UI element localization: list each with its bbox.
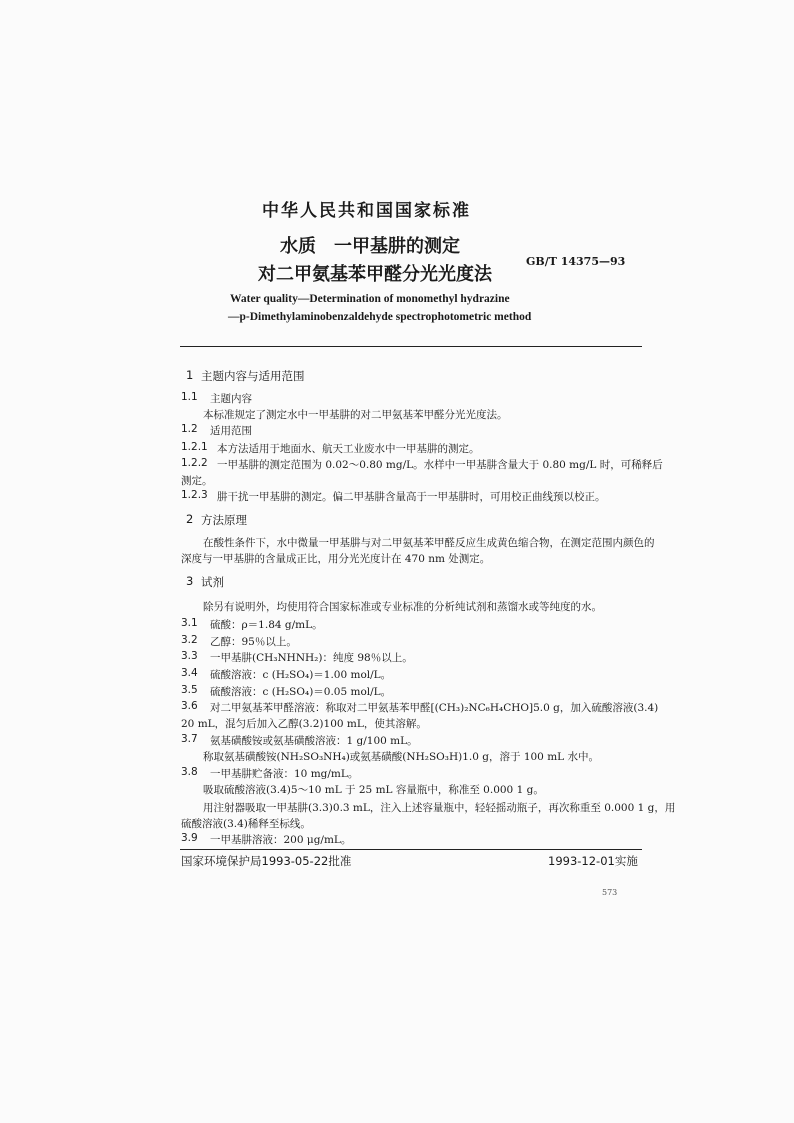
paragraph-line: 本标准规定了测定水中一甲基肼的对二甲氨基苯甲醛分光光度法。 (203, 409, 508, 421)
paragraph-line: 一甲基肼的测定范围为 0.02～0.80 mg/L。水样中一甲基肼含量大于 0.80 mg/L 时，可稀释后 (217, 459, 663, 471)
approval-note: 国家环境保护局1993-05-22批准 (181, 854, 352, 868)
clause-number: 3.8 (181, 766, 198, 778)
clause-number: 3.4 (181, 667, 198, 679)
doc-title-line2: 对二甲氨基苯甲醛分光光度法 (258, 264, 492, 285)
header-divider (180, 346, 642, 347)
clause-number: 1.1 (181, 391, 198, 403)
clause-number: 1.2.3 (181, 489, 208, 501)
paragraph-line: 称取氨基磺酸铵(NH₂SO₃NH₄)或氨基磺酸(NH₂SO₃H)1.0 g，溶于 100 mL 水中。 (203, 751, 599, 763)
paragraph-line: 20 mL，混匀后加入乙醇(3.2)100 mL，使其溶解。 (181, 718, 427, 730)
page-number: 573 (602, 888, 618, 897)
standard-code: GB/T 14375—93 (526, 255, 626, 268)
clause-number: 3.5 (181, 684, 198, 696)
section-number: 2 (186, 512, 194, 526)
clause-heading: 主题内容 (210, 393, 252, 405)
standard-title: 中华人民共和国国家标准 (262, 201, 471, 221)
section-number: 3 (186, 574, 194, 588)
effective-date: 1993-12-01实施 (548, 854, 638, 868)
paragraph-line: 除另有说明外，均使用符合国家标准或专业标准的分析纯试剂和蒸馏水或等纯度的水。 (203, 601, 602, 613)
paragraph-line: 深度与一甲基肼的含量成正比，用分光光度计在 470 nm 处测定。 (181, 553, 491, 565)
section-heading: 试剂 (201, 575, 224, 589)
clause-number: 3.9 (181, 832, 198, 844)
english-title-line2: —p-Dimethylaminobenzaldehyde spectrophotometric method (228, 311, 532, 323)
paragraph-line: 测定。 (181, 475, 213, 487)
paragraph-line: 一甲基肼(CH₃NHNH₂)：纯度 98％以上。 (210, 652, 413, 664)
paragraph-line: 硫酸溶液：c (H₂SO₄)＝0.05 mol/L。 (210, 686, 392, 698)
clause-number: 3.1 (181, 617, 198, 629)
clause-number: 1.2 (181, 423, 198, 435)
paragraph-line: 吸取硫酸溶液(3.4)5～10 mL 于 25 mL 容量瓶中，称准至 0.000 1 g。 (203, 784, 544, 796)
clause-number: 3.3 (181, 650, 198, 662)
doc-title-line1: 水质 一甲基肼的测定 (280, 236, 460, 257)
paragraph-line: 硫酸溶液：c (H₂SO₄)＝1.00 mol/L。 (210, 669, 392, 681)
paragraph-line: 氨基磺酸铵或氨基磺酸溶液：1 g/100 mL。 (210, 735, 418, 747)
paragraph-line: 用注射器吸取一甲基肼(3.3)0.3 mL，注入上述容量瓶中，轻轻摇动瓶子，再次称重至 0.000 1 g，用 (203, 802, 676, 814)
paragraph-line: 在酸性条件下，水中微量一甲基肼与对二甲氨基苯甲醛反应生成黄色缩合物，在测定范围内颜色的 (203, 537, 655, 549)
paragraph-line: 一甲基肼溶液：200 μg/mL。 (210, 834, 352, 846)
clause-number: 1.2.1 (181, 441, 208, 453)
clause-heading: 适用范围 (210, 425, 252, 437)
section-number: 1 (186, 368, 194, 382)
paragraph-line: 硫酸溶液(3.4)稀释至标线。 (181, 818, 311, 830)
footer-divider (180, 849, 642, 850)
clause-number: 1.2.2 (181, 457, 208, 469)
paragraph-line: 本方法适用于地面水、航天工业废水中一甲基肼的测定。 (217, 443, 480, 455)
paragraph-line: 乙醇：95％以上。 (210, 636, 297, 648)
paragraph-line: 一甲基肼贮备液：10 mg/mL。 (210, 768, 359, 780)
english-title-line1: Water quality—Determination of monomethyl hydrazine (230, 293, 510, 305)
clause-number: 3.2 (181, 634, 198, 646)
clause-number: 3.6 (181, 700, 198, 712)
section-heading: 方法原理 (201, 513, 247, 527)
paragraph-line: 对二甲氨基苯甲醛溶液：称取对二甲氨基苯甲醛[(CH₃)₂NC₆H₄CHO]5.0 g，加入硫酸溶液(3.4) (210, 702, 659, 714)
paragraph-line: 肼干扰一甲基肼的测定。偏二甲基肼含量高于一甲基肼时，可用校正曲线预以校正。 (217, 491, 606, 503)
section-heading: 主题内容与适用范围 (201, 369, 305, 383)
clause-number: 3.7 (181, 733, 198, 745)
paragraph-line: 硫酸：ρ＝1.84 g/mL。 (210, 619, 323, 631)
